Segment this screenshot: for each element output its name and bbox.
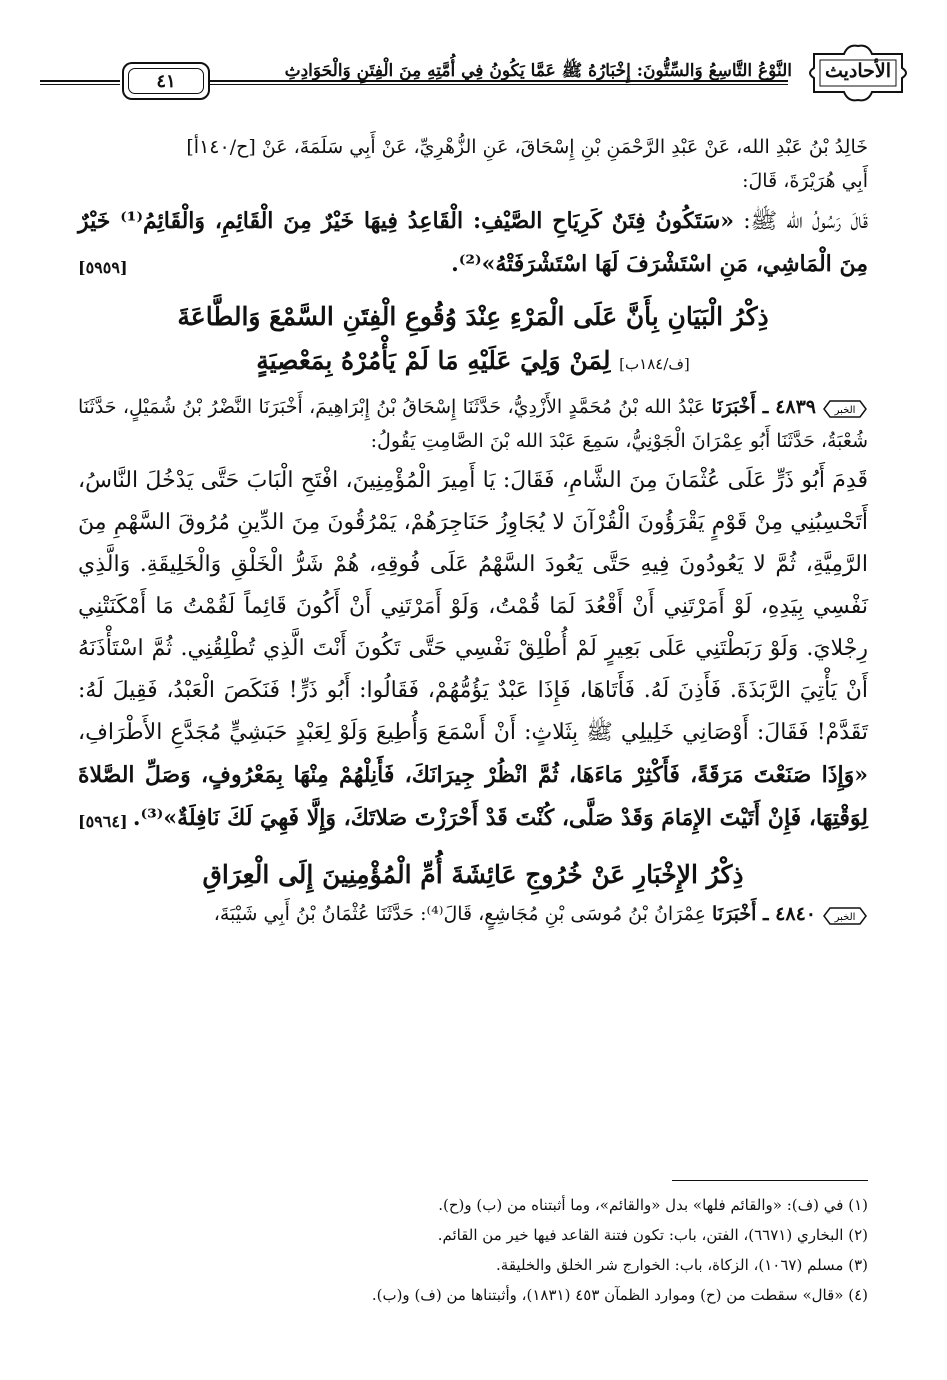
isnad-text: عِمْرَانُ بْنُ مُوسَى بْنِ مُجَاشِعٍ، قَالَ⁽⁴⁾: حَدَّثَنَا عُثْمَانُ بْنُ أَبِي شَيْبَةَ،	[213, 903, 713, 925]
hadith-number: ٤٨٣٩ ـ أَخْبَرَنَا	[711, 396, 817, 418]
footnote: (١) في (ف): «والقائم فلها» بدل «والقائم»، وما أثبتناه من (ب) و(ح).	[438, 1196, 868, 1214]
isnad-line: خَالِدُ بْنُ عَبْدِ الله، عَنْ عَبْدِ الرَّحْمَنِ بْنِ إِسْحَاقَ، عَنِ الزُّهْرِيِّ، عَنْ أَبِي سَلَمَةَ، عَنْ [ح/١٤٠أ]	[186, 136, 868, 158]
footnote-rule	[672, 1180, 868, 1181]
chapter-heading-line: لِمَنْ وَلِيَ عَلَيْهِ مَا لَمْ يَأْمُرْهُ بِمَعْصِيَةٍ	[256, 346, 611, 375]
isnad-continuation	[78, 130, 868, 198]
akhbarana-ornament-label: الخبر	[834, 405, 856, 416]
matn-text: قَدِمَ أَبُو ذَرٍّ عَلَى عُثْمَانَ مِنَ الشَّامِ، فَقَالَ: يَا أَمِيرَ الْمُؤْمِنِينَ، افْتَحِ الْبَابَ حَتَّى يَدْخُلَ النَّاسُ، أَتَحْسِبُنِي مِنْ قَوْمٍ يَقْرَؤُونَ الْقُرْآنَ لا يُجَاوِزُ حَنَاجِرَهُمْ، يَمْرُقُونَ مِنَ الدِّينِ مُرُوقَ السَّهْمِ مِنَ الرَّمِيَّةِ، ثُمَّ لا يَعُودُونَ فِيهِ حَتَّى يَعُودَ السَّهْمُ عَلَى فُوقِهِ، هُمْ شَرُّ الْخَلْقِ وَالْخَلِيقَةِ. وَالَّذِي نَفْسِي بِيَدِهِ، لَوْ أَمَرْتَنِي أَنْ أَقْعُدَ لَمَا قُمْتُ، وَلَوْ أَمَرْتَنِي أَنْ أَكُونَ قَائِماً لَقُمْتُ مَا أَمْكَنَتْنِي رِجْلايَ. وَلَوْ رَبَطْتَنِي عَلَى بَعِيرٍ لَمْ أُطْلِقْ نَفْسِي حَتَّى تَكُونَ أَنْتَ الَّذِي تُطْلِقُنِي. ثُمَّ اسْتَأْذَنَهُ أَنْ يَأْتِيَ الرَّبَذَةَ. فَأَذِنَ لَهُ. فَأَتَاهَا، فَإِذَا عَبْدٌ يَؤُمُّهُمْ، فَقَالُوا: أَبُو ذَرٍّ! فَنَكَصَ الْعَبْدُ، فَقِيلَ لَهُ: تَقَدَّمْ! فَقَالَ: أَوْصَانِي خَلِيلِي ﷺ بِثَلاثٍ: أَنْ أَسْمَعَ وَأُطِيعَ وَلَوْ لِعَبْدٍ حَبَشِيٍّ مُجَدَّعِ الأَطْرَافِ،	[78, 468, 868, 745]
isnad-line: أَبِي هُرَيْرَةَ، قَالَ:	[742, 170, 868, 192]
manuscript-marker: [ف/١٨٤ب]	[619, 355, 690, 373]
page-header	[40, 40, 912, 110]
hadith-lead: قَالَ رَسُولُ الله ﷺ:	[734, 209, 868, 234]
hadith-text: «سَتَكُونُ فِتَنٌ كَرِيَاحِ الصَّيْفِ: الْقَاعِدُ فِيهَا خَيْرٌ مِنَ الْقَائِمِ، وَالْقَائِمُ⁽¹⁾ خَيْرٌ مِنَ الْمَاشِي، مَنِ اسْتَشْرَفَ لَهَا اسْتَشْرَفَتْهُ»⁽²⁾.	[78, 208, 868, 277]
akhbarana-ornament-icon	[822, 904, 868, 926]
hadith-4839-isnad	[78, 390, 868, 458]
footnotes	[160, 1190, 868, 1310]
footnote: (٣) مسلم (١٠٦٧)، الزكاة، باب: الخوارج شر الخلق والخليقة.	[496, 1256, 868, 1274]
page-number: ٤١	[128, 68, 204, 94]
page-body	[78, 130, 868, 931]
header-rule	[40, 80, 120, 82]
page-number-frame	[122, 62, 210, 100]
hadith-reference: [٥٩٥٩]	[78, 258, 128, 277]
section-badge-label: الأحاديث	[824, 60, 892, 82]
chapter-heading-line: ذِكْرُ الْبَيَانِ بِأَنَّ عَلَى الْمَرْءِ عِنْدَ وُقُوعِ الْفِتَنِ السَّمْعَ وَالطَّاعَةَ	[177, 302, 769, 331]
hadith-reference: [٥٩٦٤]	[78, 812, 128, 831]
hadith-4840-isnad	[78, 897, 868, 931]
running-title: النَّوْعُ التَّاسِعُ وَالسِّتُّونَ: إِخْبَارُهُ ﷺ عَمَّا يَكُونُ فِي أُمَّتِهِ مِنَ الْفِتَنِ وَالْحَوَادِثِ	[284, 61, 792, 81]
hadith-4839-matn	[78, 460, 868, 840]
footnote: (٤) «قال» سقطت من (ح) وموارد الظمآن ٤٥٣ (١٨٣١)، وأثبتناها من (ف) و(ب).	[371, 1286, 868, 1304]
chapter-heading: ذِكْرُ الإِخْبَارِ عَنْ خُرُوجِ عَائِشَةَ أُمِّ الْمُؤْمِنِينَ إِلَى الْعِرَاقِ	[202, 860, 744, 889]
header-rule	[40, 84, 120, 85]
hadith-5959	[78, 200, 868, 286]
chapter-heading	[78, 295, 868, 386]
hadith-number: ٤٨٤٠ ـ أَخْبَرَنَا	[712, 903, 816, 925]
isnad-text: عَبْدُ الله بْنُ مُحَمَّدٍ الأَزْدِيُّ، حَدَّثَنَا إِسْحَاقُ بْنُ إِبْرَاهِيمَ، أَخْبَرَنَا النَّضْرُ بْنُ شُمَيْلٍ، حَدَّثَنَا شُعْبَةُ، حَدَّثَنَا أَبُو عِمْرَانَ الْجَوْنِيُّ، سَمِعَ عَبْدَ الله بْنَ الصَّامِتِ يَقُولُ:	[78, 396, 868, 452]
akhbarana-ornament-label: الخبر	[834, 912, 856, 923]
akhbarana-ornament-icon	[822, 397, 868, 419]
section-badge	[804, 42, 912, 104]
footnote: (٢) البخاري (٦٦٧١)، الفتن، باب: تكون فتنة القاعد فيها خير من القائم.	[437, 1226, 868, 1244]
matn-bold-text: «وَإِذَا صَنَعْتَ مَرَقَةً، فَأَكْثِرْ مَاءَهَا، ثُمَّ انْظُرْ جِيرَانَكَ، فَأَنِلْهُمْ مِنْهَا بِمَعْرُوفٍ، وَصَلِّ الصَّلاةَ لِوَقْتِهَا، فَإِنْ أَتَيْتَ الإِمَامَ وَقَدْ صَلَّى، كُنْتَ قَدْ أَحْرَزْتَ صَلاتَكَ، وَإِلَّا فَهِيَ لَكَ نَافِلَةٌ»⁽³⁾.	[78, 762, 868, 831]
